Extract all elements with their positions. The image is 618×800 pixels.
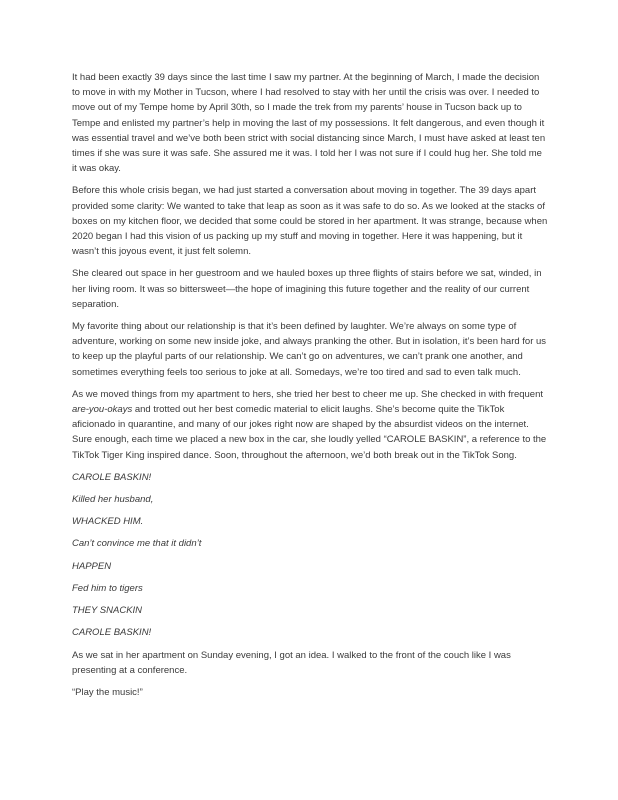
text-run: It had been exactly 39 days since the last time I saw my partner. At the beginning of March, I made the decision to move in with my Mother in Tucson, where I had resolved to stay with her until the crisis was over. I needed to move out of my Tempe home by April 30th, so I made the trek from my parents’ house in Tucson back up to Tempe and enlisted my partner’s help in moving the last of my possessions. It felt dangerous, and even though it was essential travel and we’ve both been strict with social distancing since March, I must have asked at least ten times if she was sure it was safe. She assured me it was. I told her I was not sure if I could hug her. She told me it was okay. (72, 72, 546, 175)
text-run: and trotted out her best comedic material to elicit laughs. She’s become quite the TikTok aficionado in quarantine, and many of our jokes right now are shaped by the absurdist videos on the internet. Sure enough, each time we placed a new box in the car, she loudly yelled “CAROLE BASKIN”, a reference to the TikTok Tiger King inspired dance. Soon, throughout the afternoon, we’d both break out in the TikTok Song. (72, 404, 547, 461)
italic-text-run: WHACKED HIM. (72, 516, 144, 528)
italic-text-run: HAPPEN (72, 560, 112, 572)
paragraph (72, 319, 548, 380)
paragraph (72, 70, 548, 176)
paragraph (72, 603, 548, 618)
italic-text-run: are-you-okays (72, 404, 133, 416)
text-run: Before this whole crisis began, we had just started a conversation about moving in together. The 39 days apart provided some clarity: We wanted to take that leap as soon as it was safe to do so. As we looked at the stacks of boxes on my kitchen floor, we decided that some could be stored in her apartment. It was strange, because when 2020 began I had this vision of us packing up my stuff and moving in together. Here it was happening, but it wasn’t this joyous event, it just felt solemn. (72, 185, 548, 258)
paragraph (72, 492, 548, 507)
paragraph (72, 266, 548, 312)
paragraph (72, 470, 548, 485)
paragraph (72, 685, 548, 700)
italic-text-run: THEY SNACKIN (72, 605, 143, 617)
italic-text-run: CAROLE BASKIN! (72, 627, 152, 639)
paragraph (72, 514, 548, 529)
italic-text-run: Killed her husband, (72, 494, 154, 506)
paragraph (72, 536, 548, 551)
italic-text-run: Can’t convince me that it didn’t (72, 538, 202, 550)
document-body (72, 70, 548, 707)
paragraph (72, 387, 548, 463)
italic-text-run: Fed him to tigers (72, 582, 143, 594)
paragraph (72, 648, 548, 678)
text-run: As we sat in her apartment on Sunday evening, I got an idea. I walked to the front of the couch like I was presenting at a conference. (72, 649, 511, 676)
italic-text-run: CAROLE BASKIN! (72, 471, 152, 483)
paragraph (72, 581, 548, 596)
paragraph (72, 625, 548, 640)
text-run: My favorite thing about our relationship is that it’s been defined by laughter. We’re always on some type of adventure, working on some new inside joke, and always pranking the other. But in isolation, it’s been hard for us to keep up the playful parts of our relationship. We can’t go on adventures, we can’t prank one another, and sometimes everything feels too serious to joke at all. Somedays, we’re too tired and sad to even talk much. (72, 321, 547, 378)
text-run: “Play the music!” (72, 686, 143, 698)
text-run: As we moved things from my apartment to hers, she tried her best to cheer me up. She checked in with frequent (72, 388, 544, 400)
paragraph (72, 183, 548, 259)
paragraph (72, 559, 548, 574)
text-run: She cleared out space in her guestroom and we hauled boxes up three flights of stairs before we sat, winded, in her living room. It was so bittersweet—the hope of imagining this future together and the reality of our current separation. (72, 268, 542, 310)
